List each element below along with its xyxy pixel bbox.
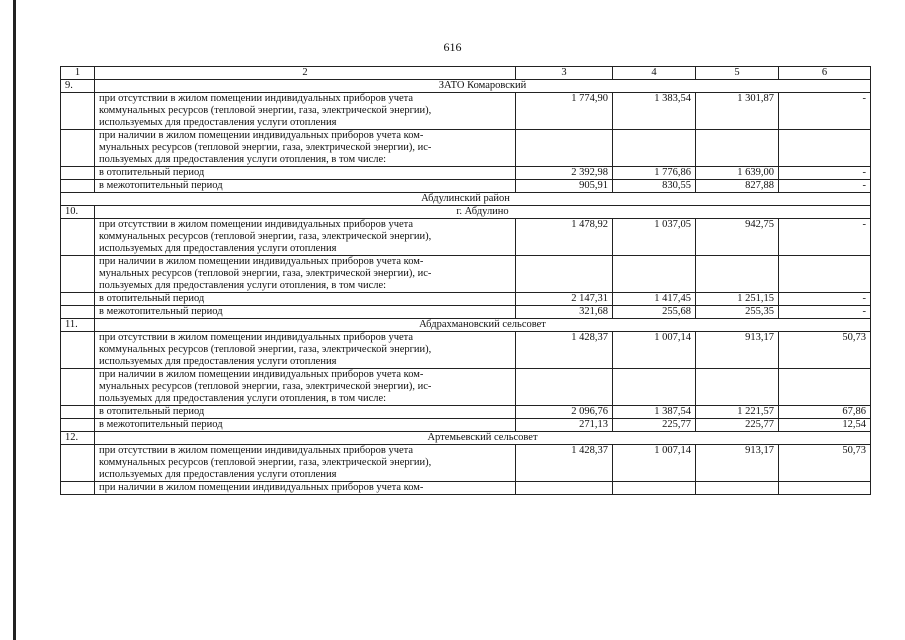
value-cell (516, 369, 613, 406)
text-line: при наличии в жилом помещении индивидуальных приборов учета ком- (99, 369, 424, 380)
text-line: пользуемых для предоставления услуги отопления, в том числе: (99, 154, 387, 165)
row-without-meters (61, 93, 871, 130)
text-line: мунальных ресурсов (тепловой энергии, газа, электрической энергии), ис- (99, 142, 432, 153)
value-cell: 827,88 (696, 180, 779, 193)
value-cell (779, 256, 871, 293)
value-cell: 225,77 (613, 419, 696, 432)
row-interheating-period (61, 419, 871, 432)
value-cell: 321,68 (516, 306, 613, 319)
row-without-meters (61, 445, 871, 482)
value-cell: 50,73 (779, 445, 871, 482)
value-cell: 1 037,05 (613, 219, 696, 256)
value-cell (613, 256, 696, 293)
section-number: 10. (61, 206, 95, 219)
value-cell: 1 387,54 (613, 406, 696, 419)
header-cell: 5 (696, 67, 779, 80)
value-cell: 830,55 (613, 180, 696, 193)
value-cell: 1 251,15 (696, 293, 779, 306)
value-cell: 1 428,37 (516, 332, 613, 369)
value-cell: 1 639,00 (696, 167, 779, 180)
value-cell (779, 482, 871, 495)
description-cell: в межотопительный период (95, 419, 516, 432)
text-line: мунальных ресурсов (тепловой энергии, газа, электрической энергии), ис- (99, 268, 432, 279)
description-cell (95, 93, 516, 130)
text-line: используемых для предоставления услуги отопления (99, 117, 337, 128)
section-number: 11. (61, 319, 95, 332)
header-cell: 1 (61, 67, 95, 80)
row-number-cell (61, 369, 95, 406)
district-row (61, 193, 871, 206)
description-cell (95, 369, 516, 406)
value-cell: 942,75 (696, 219, 779, 256)
text-line: пользуемых для предоставления услуги отопления, в том числе: (99, 393, 387, 404)
row-interheating-period (61, 306, 871, 319)
value-cell: 271,13 (516, 419, 613, 432)
value-cell (696, 256, 779, 293)
value-cell: 1 301,87 (696, 93, 779, 130)
text-line: используемых для предоставления услуги отопления (99, 243, 337, 254)
description-cell (95, 445, 516, 482)
section-row (61, 319, 871, 332)
text-line: мунальных ресурсов (тепловой энергии, газа, электрической энергии), ис- (99, 381, 432, 392)
value-cell: 1 007,14 (613, 445, 696, 482)
row-number-cell (61, 482, 95, 495)
row-heating-period (61, 293, 871, 306)
value-cell: - (779, 293, 871, 306)
text-line: используемых для предоставления услуги отопления (99, 356, 337, 367)
district-title: Абдулинский район (61, 193, 871, 206)
value-cell (613, 130, 696, 167)
description-cell: в межотопительный период (95, 306, 516, 319)
row-interheating-period (61, 180, 871, 193)
value-cell: 1 428,37 (516, 445, 613, 482)
row-with-meters (61, 256, 871, 293)
row-number-cell (61, 293, 95, 306)
row-with-meters (61, 369, 871, 406)
description-cell (95, 219, 516, 256)
value-cell: 1 417,45 (613, 293, 696, 306)
row-number-cell (61, 445, 95, 482)
text-line: при отсутствии в жилом помещении индивидуальных приборов учета (99, 219, 414, 230)
row-with-meters (61, 482, 871, 495)
value-cell (613, 369, 696, 406)
text-line: коммунальных ресурсов (тепловой энергии, газа, электрической энергии), (99, 457, 432, 468)
value-cell (696, 369, 779, 406)
section-number: 9. (61, 80, 95, 93)
description-cell: при наличии в жилом помещении индивидуальных приборов учета ком- (95, 482, 516, 495)
section-title: ЗАТО Комаровский (95, 80, 871, 93)
row-number-cell (61, 306, 95, 319)
value-cell: 1 478,92 (516, 219, 613, 256)
value-cell: 2 392,98 (516, 167, 613, 180)
row-number-cell (61, 93, 95, 130)
description-cell: в отопительный период (95, 293, 516, 306)
value-cell (696, 130, 779, 167)
section-row (61, 80, 871, 93)
description-cell: в отопительный период (95, 406, 516, 419)
header-cell: 3 (516, 67, 613, 80)
value-cell: 1 221,57 (696, 406, 779, 419)
row-number-cell (61, 406, 95, 419)
value-cell: 1 774,90 (516, 93, 613, 130)
text-line: при наличии в жилом помещении индивидуальных приборов учета ком- (99, 256, 424, 267)
row-number-cell (61, 332, 95, 369)
value-cell (779, 130, 871, 167)
header-row (61, 67, 871, 80)
row-heating-period (61, 167, 871, 180)
value-cell: - (779, 306, 871, 319)
description-cell: в отопительный период (95, 167, 516, 180)
header-cell: 6 (779, 67, 871, 80)
value-cell: 905,91 (516, 180, 613, 193)
value-cell: 255,35 (696, 306, 779, 319)
value-cell: - (779, 219, 871, 256)
value-cell: - (779, 93, 871, 130)
section-title: Абдрахмановский сельсовет (95, 319, 871, 332)
header-cell: 2 (95, 67, 516, 80)
description-cell (95, 332, 516, 369)
row-heating-period (61, 406, 871, 419)
value-cell (516, 256, 613, 293)
text-line: пользуемых для предоставления услуги отопления, в том числе: (99, 280, 387, 291)
value-cell (779, 369, 871, 406)
header-cell: 4 (613, 67, 696, 80)
description-cell (95, 256, 516, 293)
text-line: коммунальных ресурсов (тепловой энергии, газа, электрической энергии), (99, 231, 432, 242)
row-number-cell (61, 130, 95, 167)
value-cell (516, 482, 613, 495)
text-line: при отсутствии в жилом помещении индивидуальных приборов учета (99, 93, 414, 104)
description-cell: в межотопительный период (95, 180, 516, 193)
value-cell: - (779, 180, 871, 193)
value-cell (696, 482, 779, 495)
row-with-meters (61, 130, 871, 167)
value-cell (516, 130, 613, 167)
page-edge-line (13, 0, 16, 640)
value-cell: 67,86 (779, 406, 871, 419)
value-cell: 1 776,86 (613, 167, 696, 180)
row-number-cell (61, 167, 95, 180)
text-line: при отсутствии в жилом помещении индивидуальных приборов учета (99, 332, 414, 343)
section-title: г. Абдулино (95, 206, 871, 219)
value-cell: - (779, 167, 871, 180)
value-cell: 1 007,14 (613, 332, 696, 369)
value-cell: 1 383,54 (613, 93, 696, 130)
section-row (61, 206, 871, 219)
row-without-meters (61, 219, 871, 256)
row-number-cell (61, 256, 95, 293)
text-line: коммунальных ресурсов (тепловой энергии, газа, электрической энергии), (99, 105, 432, 116)
text-line: коммунальных ресурсов (тепловой энергии, газа, электрической энергии), (99, 344, 432, 355)
row-number-cell (61, 180, 95, 193)
value-cell: 12,54 (779, 419, 871, 432)
value-cell: 255,68 (613, 306, 696, 319)
row-without-meters (61, 332, 871, 369)
value-cell: 2 147,31 (516, 293, 613, 306)
text-line: используемых для предоставления услуги отопления (99, 469, 337, 480)
value-cell: 913,17 (696, 332, 779, 369)
value-cell: 913,17 (696, 445, 779, 482)
section-title: Артемьевский сельсовет (95, 432, 871, 445)
tariff-table (60, 66, 871, 495)
page-number: 616 (443, 40, 462, 54)
section-row (61, 432, 871, 445)
text-line: при отсутствии в жилом помещении индивидуальных приборов учета (99, 445, 414, 456)
description-cell (95, 130, 516, 167)
value-cell (613, 482, 696, 495)
value-cell: 2 096,76 (516, 406, 613, 419)
text-line: при наличии в жилом помещении индивидуальных приборов учета ком- (99, 130, 424, 141)
row-number-cell (61, 419, 95, 432)
value-cell: 50,73 (779, 332, 871, 369)
row-number-cell (61, 219, 95, 256)
value-cell: 225,77 (696, 419, 779, 432)
section-number: 12. (61, 432, 95, 445)
